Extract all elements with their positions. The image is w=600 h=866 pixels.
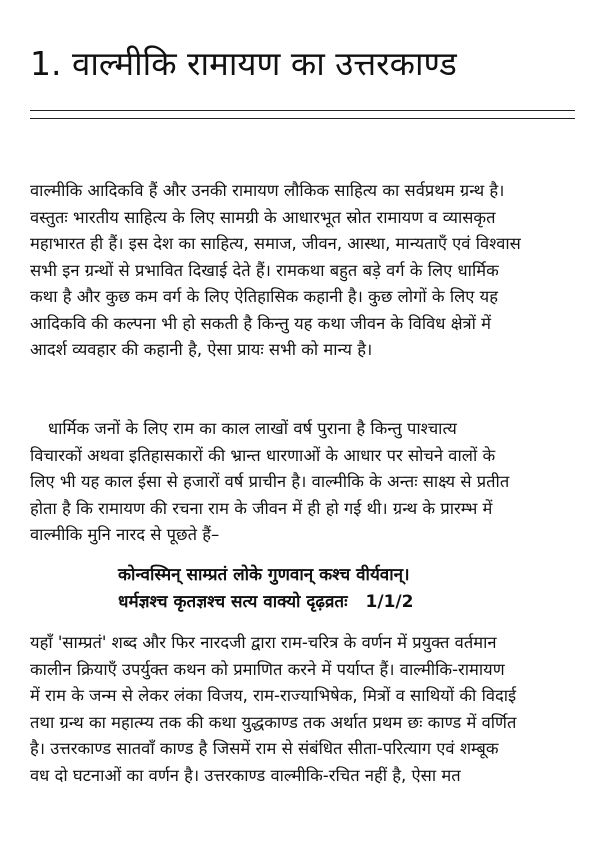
paragraph-1 [30,178,575,364]
paragraph-2 [30,416,575,549]
verse-line: कोन्वस्मिन् साम्प्रतं लोके गुणवान् कश्च वीर्यवान्। [118,565,410,585]
text-line: आदर्श व्यवहार की कहानी है, ऐसा प्रायः सभी को मान्य है। [30,340,373,359]
paragraph-3 [30,630,575,789]
sanskrit-verse [30,562,575,616]
verse-reference: 1/1/2 [365,592,414,612]
text-line: वध दो घटनाओं का वर्णन है। उत्तरकाण्ड वाल्मीकि-रचित नहीं है, ऐसा मत [30,765,461,785]
text-line: आदिकवि की कल्पना भी हो सकती है किन्तु यह कथा जीवन के विविध क्षेत्रों में [30,313,492,333]
text-line: कालीन क्रियाएँ उपर्युक्त कथन को प्रमाणित करने में पर्याप्त हैं। वाल्मीकि-रामायण [30,659,505,679]
text-line: लिए भी यह काल ईसा से हजारों वर्ष प्राचीन है। वाल्मीकि के अन्तः साक्ष्य से प्रतीत [30,472,510,491]
text-line: कथा है और कुछ कम वर्ग के लिए ऐतिहासिक कहानी है। कुछ लोगों के लिए यह [30,287,498,306]
text-line: वाल्मीकि मुनि नारद से पूछते हैं– [30,525,220,544]
text-line: तथा ग्रन्थ का महात्म्य तक की कथा युद्धकाण्ड तक अर्थात प्रथम छः काण्ड में वर्णित [30,712,517,732]
title-rule-bottom [30,118,575,119]
text-line: सभी इन ग्रन्थों से प्रभावित दिखाई देते हैं। रामकथा बहुत बड़े वर्ग के लिए धार्मिक [30,260,499,280]
text-line: विचारकों अथवा इतिहासकारों की भ्रान्त धारणाओं के आधार पर सोचने वालों के [30,445,496,465]
text-line: यहाँ 'साम्प्रतं' शब्द और फिर नारदजी द्वारा राम-चरित्र के वर्णन में प्रयुक्त वर्तमान [30,633,497,652]
text-line: होता है कि रामायण की रचना राम के जीवन में ही हो गई थी। ग्रन्थ के प्रारम्भ में [30,498,493,518]
text-line: महाभारत ही हैं। इस देश का साहित्य, समाज, जीवन, आस्था, मान्यताएँ एवं विश्वास [30,234,521,253]
text-line: वस्तुतः भारतीय साहित्य के लिए सामग्री के आधारभूत स्रोत रामायण व व्यासकृत [30,207,496,227]
text-line: में राम के जन्म से लेकर लंका विजय, राम-राज्याभिषेक, मित्रों व साथियों की विदाई [30,686,517,705]
text-line: धार्मिक जनों के लिए राम का काल लाखों वर्ष पुराना है किन्तु पाश्चात्य [48,419,457,438]
verse-line-with-reference [30,589,575,616]
text-line: वाल्मीकि आदिकवि हैं और उनकी रामायण लौकिक साहित्य का सर्वप्रथम ग्रन्थ है। [30,181,505,200]
chapter-title: 1. वाल्मीकि रामायण का उत्तरकाण्ड [30,44,457,83]
verse-line: धर्मज्ञश्च कृतज्ञश्च सत्य वाक्यो दृढ़व्रतः [118,592,348,612]
text-line: है। उत्तरकाण्ड सातवाँ काण्ड है जिसमें राम से संबंधित सीता-परित्याग एवं शम्बूक [30,739,499,758]
title-rule-top [30,110,575,111]
